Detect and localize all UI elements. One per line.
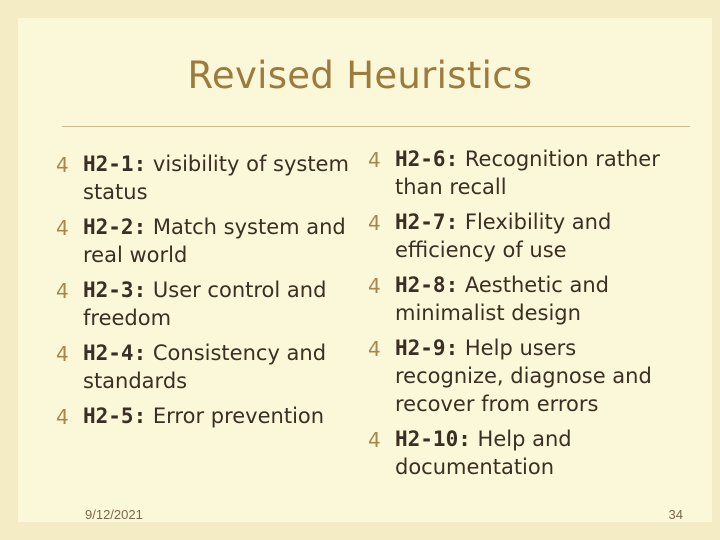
bullet-icon: 4: [56, 405, 69, 429]
slide-date: 9/12/2021: [85, 507, 143, 522]
bullet-icon: 4: [368, 274, 381, 298]
heuristic-text: Error prevention: [146, 404, 325, 428]
list-item: [56, 339, 356, 395]
heuristic-text: visibility of system status: [83, 152, 349, 204]
heuristic-code: H2-7:: [395, 210, 459, 234]
heuristic-code: H2-2:: [83, 215, 147, 239]
heuristic-text: Recognition rather than recall: [395, 147, 660, 199]
bullet-icon: 4: [56, 153, 69, 177]
list-item: [56, 213, 356, 269]
heuristic-code: H2-8:: [395, 273, 459, 297]
heuristic-text: Match system and real world: [83, 215, 346, 267]
bullet-icon: 4: [368, 211, 381, 235]
bullet-icon: 4: [368, 428, 381, 452]
list-item: [368, 145, 688, 201]
bullet-icon: 4: [56, 342, 69, 366]
bullet-icon: 4: [56, 279, 69, 303]
bullet-icon: 4: [56, 216, 69, 240]
heuristic-text: Aesthetic and minimalist design: [395, 273, 610, 325]
heuristic-code: H2-3:: [83, 278, 147, 302]
page-number: 34: [668, 507, 683, 522]
heuristic-code: H2-1:: [83, 152, 147, 176]
list-item: [368, 208, 688, 264]
left-heuristics-list: [56, 150, 356, 437]
heuristic-text: Help and documentation: [395, 427, 572, 479]
heuristic-code: H2-6:: [395, 147, 459, 171]
right-heuristics-list: [368, 145, 688, 488]
heuristic-text: Consistency and standards: [83, 341, 327, 393]
slide-title: Revised Heuristics: [187, 54, 533, 97]
list-item: [368, 271, 688, 327]
heuristic-code: H2-9:: [395, 336, 459, 360]
heuristic-code: H2-10:: [395, 427, 471, 451]
list-item: [368, 425, 688, 481]
bullet-icon: 4: [368, 148, 381, 172]
heuristic-code: H2-5:: [83, 404, 147, 428]
heuristic-code: H2-4:: [83, 341, 147, 365]
heuristic-text: Help users recognize, diagnose and recover from errors: [395, 336, 652, 416]
list-item: [56, 276, 356, 332]
heuristic-text: User control and freedom: [83, 278, 327, 330]
heuristic-text: Flexibility and efficiency of use: [395, 210, 612, 262]
title-divider: [62, 126, 690, 127]
bullet-icon: 4: [368, 337, 381, 361]
list-item: [56, 150, 356, 206]
list-item: [56, 402, 356, 430]
list-item: [368, 334, 688, 418]
